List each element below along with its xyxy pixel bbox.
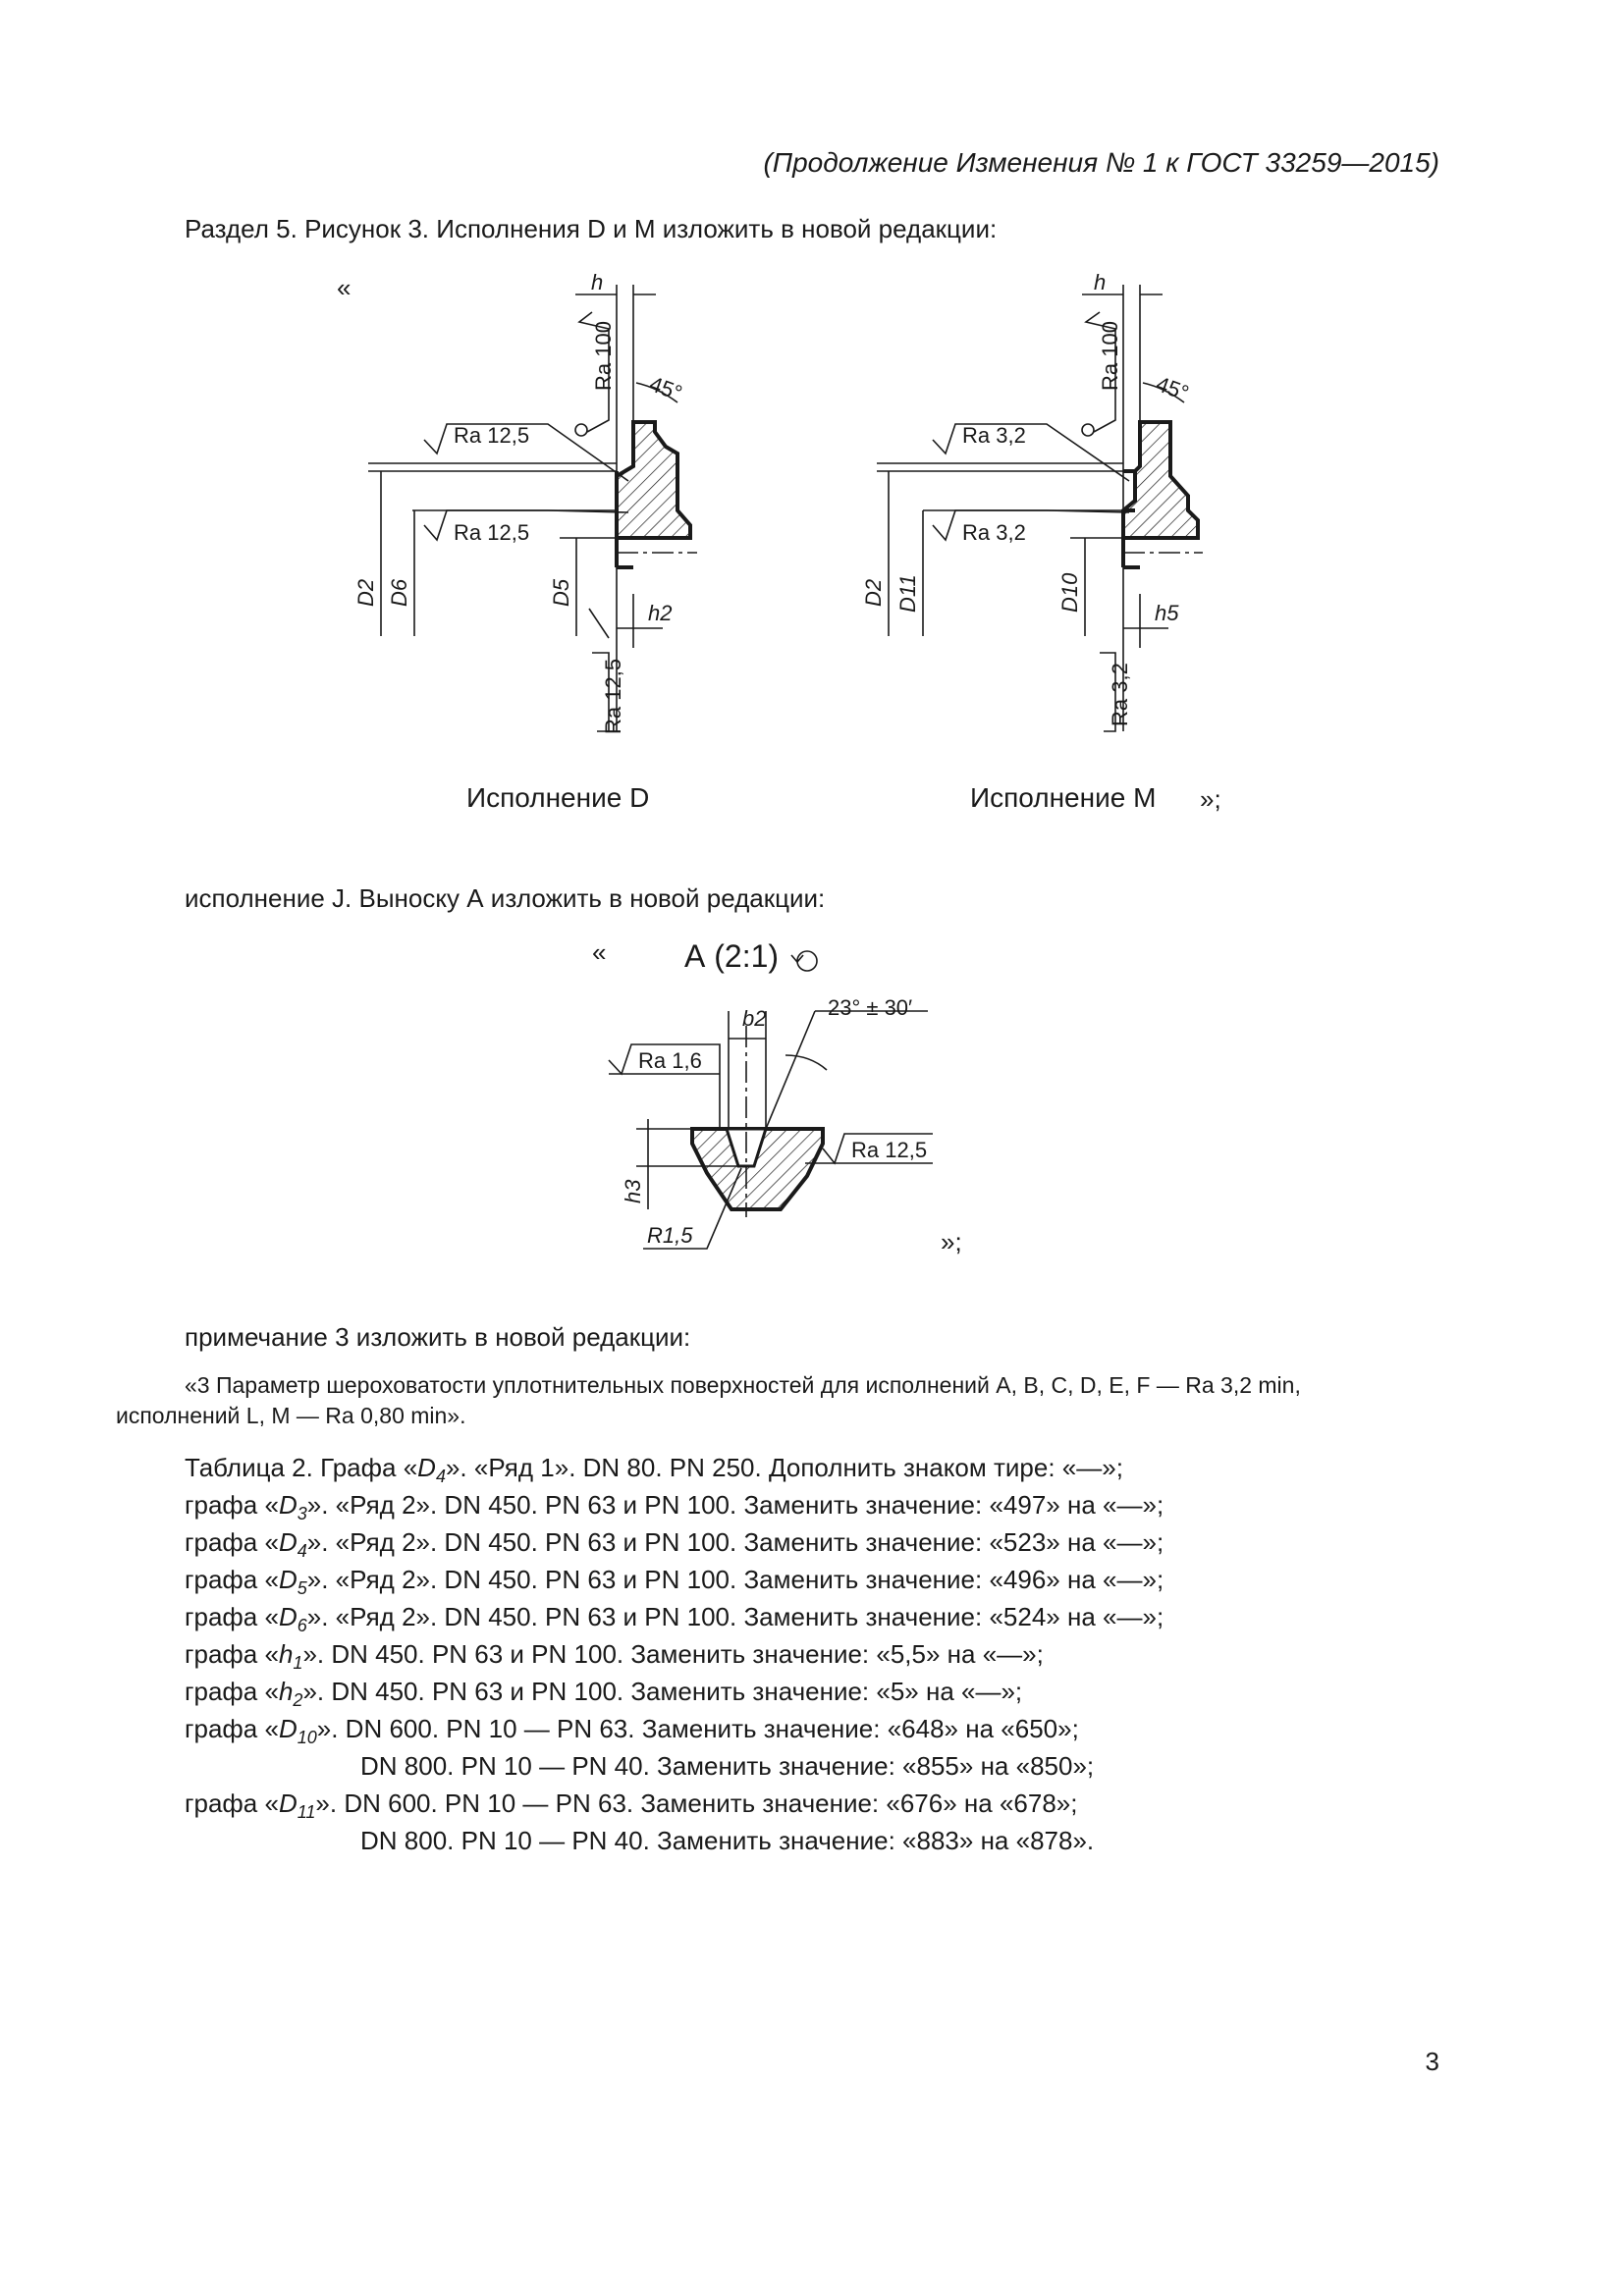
table-change-text: ». DN 450. PN 63 и PN 100. Заменить значение: «5,5» на «—»; <box>302 1639 1044 1669</box>
table-change-subscript: 2 <box>293 1690 303 1711</box>
note-text-line2: исполнений L, M — Ra 0,80 min». <box>116 1403 466 1428</box>
j-intro: исполнение J. Выноску А изложить в новой редакции: <box>185 883 826 913</box>
table-change-subscript: 3 <box>297 1504 307 1524</box>
table-change-prefix: графа « <box>185 1639 279 1669</box>
variant-m-angle: 45° <box>1153 371 1193 406</box>
table-change-prefix: Таблица 2. Графа « <box>185 1453 418 1482</box>
variant-m-ra-top: Ra 100 <box>1098 321 1122 391</box>
table-change-text: ». DN 600. PN 10 — PN 63. Заменить значение: «648» на «650»; <box>316 1714 1079 1743</box>
variant-m-h-label: h <box>1094 270 1107 294</box>
detail-close-quote: »; <box>941 1227 962 1256</box>
page-number: 3 <box>1425 2047 1439 2076</box>
table-change-prefix: графа « <box>185 1602 279 1631</box>
detail-ra-left: Ra 1,6 <box>638 1048 702 1073</box>
table-change-subscript: 1 <box>293 1653 303 1674</box>
variant-m-h5: h5 <box>1155 601 1179 625</box>
variant-d-d6: D6 <box>387 578 411 607</box>
variant-d-ra-top: Ra 100 <box>591 321 616 391</box>
caption-variant-d: Исполнение D <box>466 782 650 813</box>
table-change-line <box>185 1639 1044 1674</box>
table-change-line <box>185 1714 1079 1748</box>
table-change-subscript: 5 <box>297 1578 307 1599</box>
detail-radius: R1,5 <box>647 1223 693 1248</box>
table-change-text: ». «Ряд 2». DN 450. PN 63 и PN 100. Заменить значение: «523» на «—»; <box>306 1527 1164 1557</box>
variant-d-d2: D2 <box>353 578 378 607</box>
table-change-text: DN 800. PN 10 — PN 40. Заменить значение: «855» на «850»; <box>360 1751 1095 1781</box>
variant-m-d2: D2 <box>861 578 886 607</box>
figure-open-quote: « <box>337 273 352 302</box>
table-change-text: ». «Ряд 2». DN 450. PN 63 и PN 100. Заменить значение: «496» на «—»; <box>306 1565 1164 1594</box>
variant-d-ra-lower: Ra 12,5 <box>454 520 530 545</box>
variant-d-h-label: h <box>591 270 604 294</box>
variant-m-d10: D10 <box>1057 572 1082 613</box>
variant-m-ra-lower: Ra 3,2 <box>962 520 1026 545</box>
table-change-text: ». «Ряд 2». DN 450. PN 63 и PN 100. Заменить значение: «497» на «—»; <box>306 1490 1164 1520</box>
table-change-subscript: 10 <box>297 1728 317 1748</box>
detail-open-quote: « <box>592 937 607 967</box>
table-change-line <box>185 1490 1164 1524</box>
figure-close-quote: »; <box>1200 784 1221 814</box>
table-change-symbol: $D_{11}$ <box>278 1789 316 1823</box>
table-change-symbol: $D_4$ <box>417 1453 446 1487</box>
caption-variant-m: Исполнение M <box>970 782 1157 813</box>
variant-d-angle: 45° <box>646 371 686 406</box>
table-change-symbol: $D_{10}$ <box>278 1714 317 1748</box>
table-change-prefix: графа « <box>185 1565 279 1594</box>
variant-d-ra-upper: Ra 12,5 <box>454 423 530 448</box>
table-change-symbol: $D_4$ <box>278 1527 307 1562</box>
detail-h3: h3 <box>621 1179 645 1203</box>
table-change-line <box>185 1602 1164 1636</box>
table-change-line <box>360 1826 1094 1856</box>
table-change-subscript: 4 <box>297 1541 307 1562</box>
table-change-line <box>185 1565 1164 1599</box>
detail-angle: 23° ± 30′ <box>828 995 913 1020</box>
variant-d-d5: D5 <box>549 578 573 607</box>
table-change-line <box>185 1789 1077 1823</box>
detail-title: А (2:1) <box>684 938 780 974</box>
table-change-symbol: $D_5$ <box>278 1565 307 1599</box>
page-header: (Продолжение Изменения № 1 к ГОСТ 33259—2015) <box>763 147 1439 178</box>
variant-m-ra-bottom: Ra 3,2 <box>1108 663 1132 726</box>
detail-ra-right: Ra 12,5 <box>851 1138 928 1162</box>
table-change-prefix: графа « <box>185 1490 279 1520</box>
table-change-subscript: 4 <box>435 1467 446 1487</box>
section-intro: Раздел 5. Рисунок 3. Исполнения D и M изложить в новой редакции: <box>185 214 998 243</box>
table-change-line <box>185 1527 1164 1562</box>
table-change-text: ». «Ряд 1». DN 80. PN 250. Дополнить знаком тире: «—»; <box>445 1453 1123 1482</box>
table-change-text: ». DN 600. PN 10 — PN 63. Заменить значение: «676» на «678»; <box>315 1789 1078 1818</box>
variant-m-d11: D11 <box>895 574 920 613</box>
table-change-prefix: графа « <box>185 1677 279 1706</box>
detail-b2: b2 <box>742 1006 767 1031</box>
note-intro: примечание 3 изложить в новой редакции: <box>185 1322 691 1352</box>
table-change-text: ». DN 450. PN 63 и PN 100. Заменить значение: «5» на «—»; <box>302 1677 1023 1706</box>
note-text-line1: «3 Параметр шероховатости уплотнительных поверхностей для исполнений A, B, C, D, E, F — Ra 3,2 min, <box>185 1372 1301 1398</box>
table-change-line <box>360 1751 1094 1782</box>
variant-d-h2: h2 <box>648 601 673 625</box>
variant-d-ra-bottom: Ra 12,5 <box>601 658 625 734</box>
table-change-line <box>185 1453 1123 1487</box>
table-change-text: ». «Ряд 2». DN 450. PN 63 и PN 100. Заменить значение: «524» на «—»; <box>306 1602 1164 1631</box>
table-change-prefix: графа « <box>185 1714 279 1743</box>
table-change-text: DN 800. PN 10 — PN 40. Заменить значение: «883» на «878». <box>360 1826 1095 1855</box>
table-change-subscript: 11 <box>297 1802 316 1823</box>
table-change-prefix: графа « <box>185 1789 279 1818</box>
table-change-symbol: $h_1$ <box>278 1639 303 1674</box>
table-change-prefix: графа « <box>185 1527 279 1557</box>
table-change-symbol: $D_6$ <box>278 1602 307 1636</box>
table-change-subscript: 6 <box>297 1616 307 1636</box>
variant-m-ra-upper: Ra 3,2 <box>962 423 1026 448</box>
table-change-line <box>185 1677 1022 1711</box>
table-change-symbol: $h_2$ <box>278 1677 303 1711</box>
table-change-symbol: $D_3$ <box>278 1490 307 1524</box>
